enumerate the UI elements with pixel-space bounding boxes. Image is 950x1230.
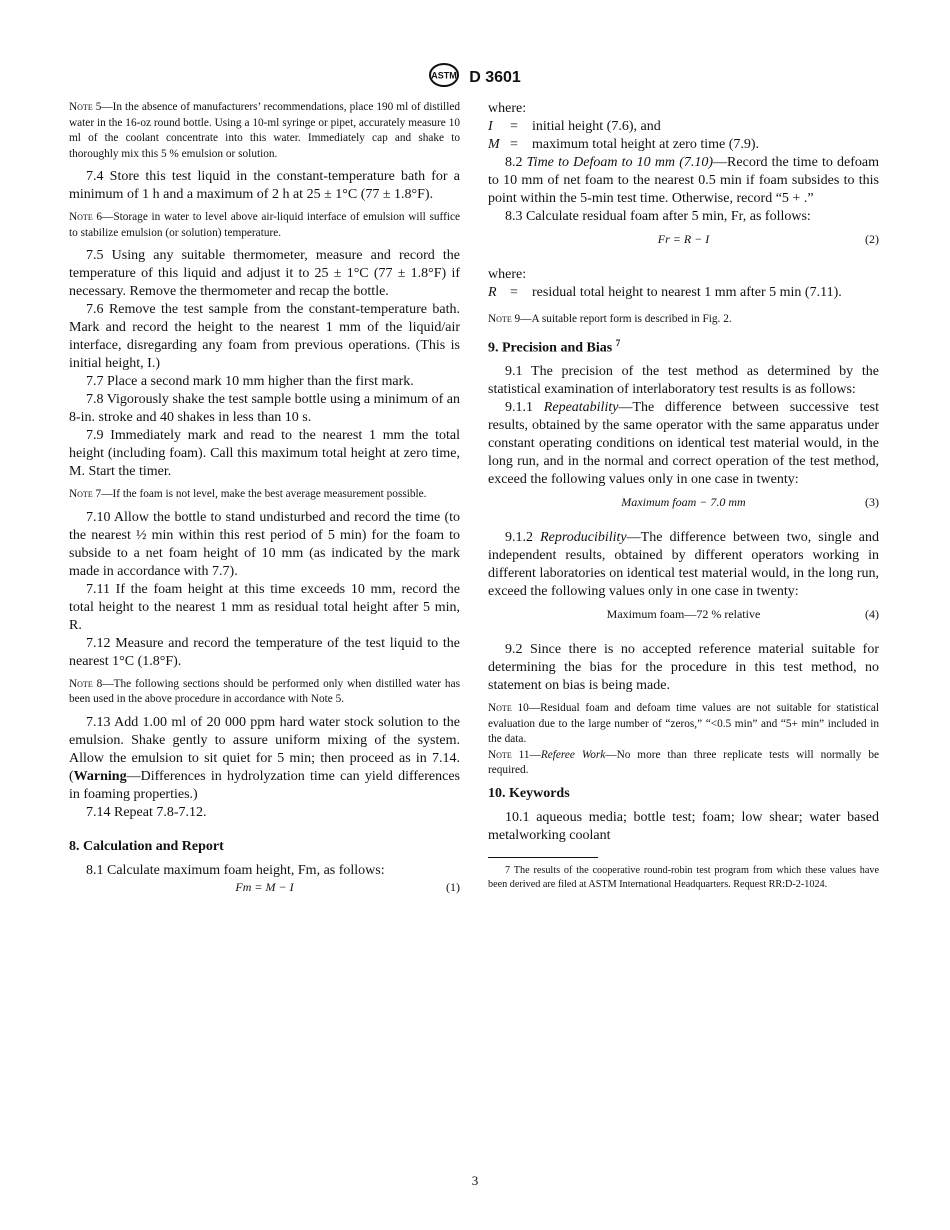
equation-4-body: Maximum foam—72 % relative (606, 607, 761, 622)
equation-2-body: Fr = R − I (657, 232, 710, 246)
definition-M: M = maximum total height at zero time (7.9). (488, 137, 760, 152)
equation-1-number: (1) (446, 879, 460, 894)
para-8-1: 8.1 Calculate maximum foam height, Fm, as follows: (86, 862, 385, 878)
para-7-14: 7.14 Repeat 7.8-7.12. (86, 804, 207, 820)
equation-4-number: (4) (865, 607, 879, 622)
para-9-1-1: 9.1.1 Repeatability—The difference between successive test results, obtained by the same operator with the same apparatus under constant operating conditions on identical test material would, in the long run, and in the normal and correct operation of the test method, exceed the following values only in one case in twenty: (488, 400, 880, 488)
definition-I: I = initial height (7.6), and (488, 119, 661, 134)
section-8-heading: 8. Calculation and Report (69, 838, 224, 854)
para-7-12: 7.12 Measure and record the temperature of the test liquid to the nearest 1°C (1.8°F). (69, 635, 460, 669)
para-8-2: 8.2 Time to Defoam to 10 mm (7.10)—Record the time to defoam to 10 mm of net foam to the nearest 0.5 min if foam subsides to this point within the 5-min test time. Otherwise, record “5 + .” (488, 155, 879, 206)
section-9-heading: 9. Precision and Bias $^7$ (488, 337, 621, 356)
note-10: Note 10—Residual foam and defoam time values are not suitable for statistical evaluation due to the large number of “zeros,” “<0.5 min” and “5+ min” included in the data. (488, 702, 879, 746)
equation-3 (488, 495, 879, 513)
para-7-7: 7.7 Place a second mark 10 mm higher than the first mark. (86, 374, 414, 389)
equation-3-body: Maximum foam − 7.0 mm (621, 495, 746, 510)
note-9: Note 9—A suitable report form is described in Fig. 2. (488, 313, 732, 325)
page-header (0, 63, 950, 92)
definitions-1 (488, 118, 879, 154)
para-10-1: 10.1 aqueous media; bottle test; foam; low shear; water based metalworking coolant (488, 809, 879, 843)
note-11: Note 11—Referee Work—No more than three replicate tests will normally be required. (488, 748, 879, 777)
note-8: Note 8—The following sections should be performed only when distilled water has been used in the above procedure in accordance with Note 5. (69, 677, 460, 705)
para-9-1: 9.1 The precision of the test method as determined by the statistical examination of interlaboratory test results is as follows: (488, 364, 879, 398)
para-7-5: 7.5 Using any suitable thermometer, measure and record the temperature of this liquid and adjust it to 25 ± 1°C (77 ± 1.8°F) if necessary. Remove the thermometer and recap the bottle. (69, 248, 460, 299)
footnote-7: 7 The results of the cooperative round-robin test program from which these values have been derived are filed at ASTM International Headquarters. Request RR:D-2-1024. (488, 864, 879, 890)
note-6: Note 6—Storage in water to level above air-liquid interface of emulsion will suffice to stabilize emulsion (or solution) temperature. (69, 211, 460, 239)
document-number: D 3601 (469, 68, 521, 86)
left-column (69, 100, 460, 898)
where-2: where: (488, 267, 527, 282)
para-7-6: 7.6 Remove the test sample from the constant-temperature bath. Mark and record the height to the nearest 1 mm of the liquid/air interface, disregarding any foam from previous operations. (This is initial height, I.) (69, 302, 460, 371)
astm-logo-icon (429, 63, 459, 92)
equation-2 (488, 232, 879, 250)
para-7-13: 7.13 Add 1.00 ml of 20 000 ppm hard water stock solution to the emulsion. Shake gently to assure uniform mixing of the system. Allow the emulsion to sit quiet for 5 min; then proceed as in 7.14. (Warning—Differences in hydrolyzation time can yield differences in foaming properties.) (69, 714, 460, 802)
logo-text: ASTM (431, 70, 457, 81)
definitions-2 (488, 284, 879, 302)
section-10-heading: 10. Keywords (488, 785, 570, 801)
equation-4 (488, 607, 879, 625)
right-column (488, 100, 879, 892)
para-7-8: 7.8 Vigorously shake the test sample bottle using a minimum of an 8-in. stroke and 40 shakes in less than 10 s. (69, 392, 460, 425)
para-7-11: 7.11 If the foam height at this time exceeds 10 mm, record the total height to the nearest 1 mm as residual total height after 5 min, R. (69, 581, 460, 633)
equation-1-body: Fm = M − I (235, 879, 294, 894)
para-7-4: 7.4 Store this test liquid in the constant-temperature bath for a minimum of 1 h and a maximum of 2 h at 25 ± 1°C (77 ± 1.8°F). (69, 169, 460, 202)
equation-3-number: (3) (865, 495, 879, 510)
para-9-2: 9.2 Since there is no accepted reference material suitable for determining the bias for the procedure in this test method, no statement on bias is being made. (488, 642, 879, 694)
definition-R: R = residual total height to nearest 1 mm after 5 min (7.11). (488, 285, 842, 300)
where-1: where: (488, 101, 527, 116)
para-8-3: 8.3 Calculate residual foam after 5 min, Fr, as follows: (505, 209, 811, 224)
note-7: Note 7—If the foam is not level, make the best average measurement possible. (69, 488, 427, 500)
note-5: Note 5—In the absence of manufacturers’ recommendations, place 190 ml of distilled water in the 16-oz round bottle. Using a 10-ml syringe or pipet, accurately measure 10 ml of the coolant concentrate into this water. Immediately cap and shake to thoroughly mix this 5 % emulsion or solution. (69, 101, 460, 160)
para-9-1-2: 9.1.2 Reproducibility—The difference between two, single and independent results, obtained by different operators working in different laboratories on identical test material would, in the long run, exceed the following values only in one case in twenty: (488, 530, 879, 600)
equation-2-number: (2) (865, 232, 879, 246)
page-number: 3 (471, 1173, 479, 1188)
footnote-divider (488, 857, 598, 858)
equation-1 (69, 880, 460, 898)
para-7-9: 7.9 Immediately mark and read to the nearest 1 mm the total height (including foam). Call this maximum total height at zero time, M. Start the timer. (69, 428, 460, 479)
para-7-10: 7.10 Allow the bottle to stand undisturbed and record the time (to the nearest ½ min within this rest period of 5 min) for the foam to subside to a net foam height of 10 mm (as indicated by the mark made in accordance with 7.7). (69, 509, 460, 579)
